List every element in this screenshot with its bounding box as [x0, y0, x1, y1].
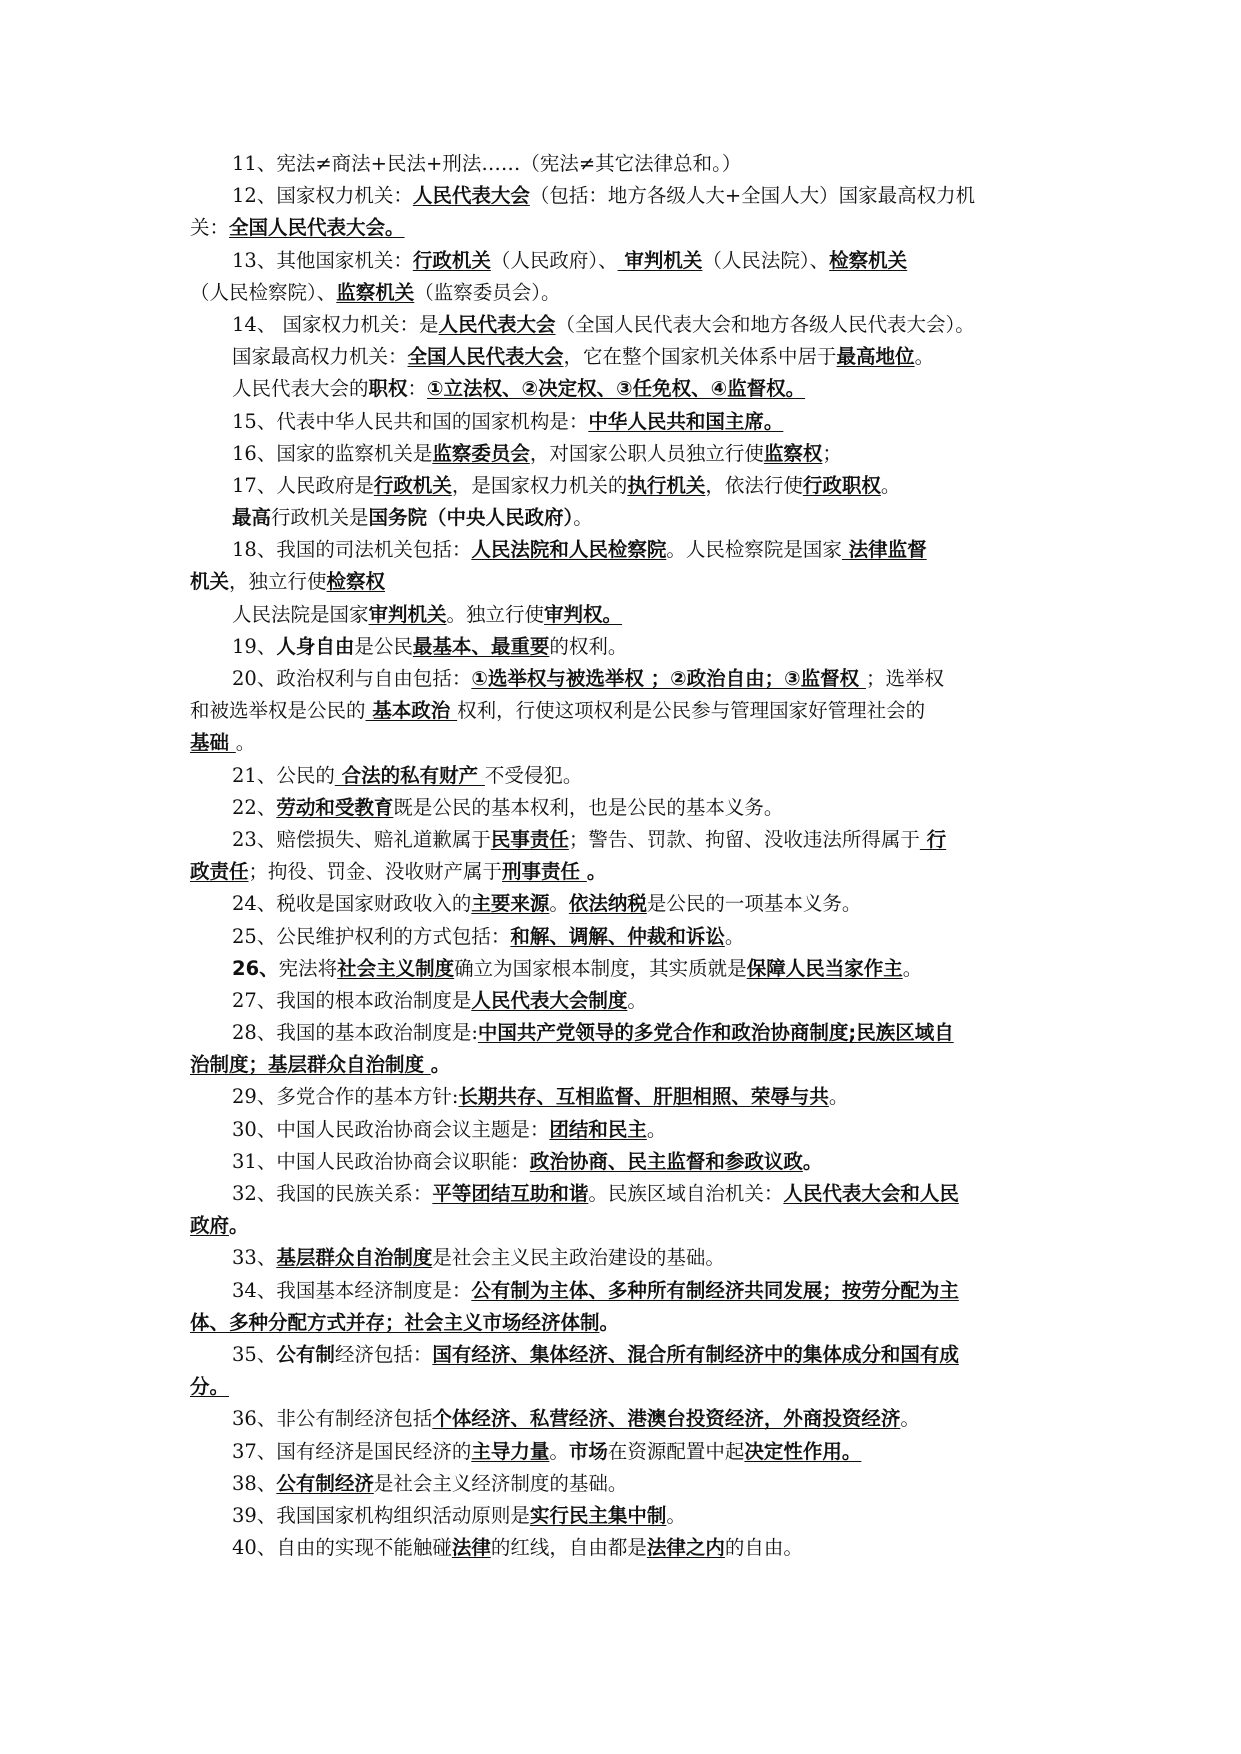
answer-text: 全国人民代表大会。	[229, 216, 405, 240]
plain-text: 11、宪法≠商法+民法+刑法……（宪法≠其它法律总和。）	[232, 152, 742, 175]
answer-text: 监察委员会	[432, 441, 530, 465]
answer-text: 国有经济、集体经济、混合所有制经济中的集体成分和国有成	[432, 1342, 959, 1366]
text-line	[190, 663, 1052, 695]
plain-text: 的自由。	[724, 1536, 803, 1560]
plain-text: 31、中国人民政治协商会议职能：	[232, 1149, 530, 1173]
plain-text: 在资源配置中起	[607, 1439, 745, 1463]
text-line	[190, 180, 1052, 212]
plain-text: 确立为国家根本制度，其实质就是	[454, 956, 747, 980]
plain-text: 22、	[232, 795, 277, 819]
answer-text: 法律监督	[841, 538, 927, 562]
text-line	[190, 985, 1052, 1017]
plain-text: ：	[407, 377, 428, 401]
answer-text: 人民代表大会	[438, 312, 556, 336]
answer-text: 公有制为主体、多种所有制经济共同发展；按劳分配为主	[471, 1278, 959, 1302]
answer-text: 合法的私有财产	[334, 763, 485, 787]
bold-text: 。	[599, 1310, 620, 1334]
text-line	[190, 1371, 1052, 1403]
plain-text: （监察委员会）。	[414, 280, 561, 304]
plain-text: ，它在整个国家机关体系中居于	[563, 345, 837, 369]
text-line	[190, 438, 1052, 470]
plain-text: 。人民检察院是国家	[666, 538, 842, 562]
text-line	[190, 1339, 1052, 1371]
answer-text: 行政机关	[412, 248, 491, 272]
plain-text: 权利，行使这项权利是公民参与管理国家好管理社会的	[457, 699, 926, 723]
text-line	[190, 212, 1052, 244]
answer-text: 法律	[451, 1536, 491, 1560]
bold-text: 。	[802, 1149, 823, 1173]
plain-text: 。	[902, 956, 923, 980]
text-line	[190, 1081, 1052, 1113]
plain-text: 。	[914, 345, 935, 369]
answer-text: 主导力量	[471, 1439, 550, 1463]
answer-text: 长期共存、互相监督、肝胆相照、荣辱与共	[458, 1085, 829, 1109]
plain-text: 是公民的一项基本义务。	[646, 892, 862, 916]
plain-text: 。	[627, 988, 647, 1012]
text-line	[190, 888, 1052, 920]
plain-text: 32、我国的民族关系：	[232, 1182, 433, 1205]
text-line	[190, 406, 1052, 438]
answer-text: 人民代表大会制度	[471, 988, 628, 1012]
answer-text: 最基本、最重要	[412, 634, 550, 658]
text-line	[190, 856, 1052, 888]
plain-text: 16、国家的监察机关是	[232, 441, 433, 465]
plain-text: 30、中国人民政治协商会议主题是：	[232, 1117, 550, 1141]
answer-text: 公有制经济	[276, 1471, 374, 1495]
text-line	[190, 1500, 1052, 1532]
text-line	[190, 921, 1052, 953]
plain-text: 27、我国的根本政治制度是	[232, 988, 472, 1012]
plain-text: 人民法院是国家	[232, 602, 369, 626]
plain-text: 既是公民的基本权利，也是公民的基本义务。	[393, 795, 784, 819]
answer-text: 行政机关	[373, 473, 452, 497]
answer-text: ①选举权与被选举权 ；②政治自由；③监督权	[471, 667, 866, 690]
answer-text: 人民法院和人民检察院	[471, 538, 667, 562]
plain-text: ，独立行使	[229, 570, 327, 594]
answer-text: 中华人民共和国主席。	[588, 409, 784, 433]
text-line	[190, 1532, 1052, 1564]
answer-text: 实行民主集中制	[529, 1503, 667, 1527]
plain-text: 不受侵犯。	[484, 763, 583, 787]
bold-text: 。	[586, 860, 607, 884]
plain-text: 。独立行使	[446, 602, 545, 626]
plain-text: 经济包括：	[334, 1342, 433, 1366]
plain-text: 13、其他国家机关：	[232, 248, 413, 272]
answer-text: 检察机关	[829, 248, 908, 272]
answer-text: 和解、调解、仲裁和诉讼	[510, 924, 725, 948]
plain-text: 14、 国家权力机关：是	[232, 312, 439, 336]
plain-text: 。	[235, 731, 256, 755]
text-line	[190, 1436, 1052, 1468]
text-line	[190, 695, 1052, 727]
bold-text: 。	[430, 1053, 451, 1077]
plain-text: 29、多党合作的基本方针:	[232, 1085, 459, 1109]
text-line	[190, 148, 1052, 180]
plain-text: ；	[822, 441, 842, 465]
bold-text: 人身自由	[276, 634, 355, 658]
answer-text: 依法纳税	[568, 892, 647, 916]
plain-text: ，依法行使	[705, 473, 803, 497]
text-line	[190, 792, 1052, 824]
answer-text: 政责任	[190, 860, 249, 884]
answer-text: 检察权	[326, 570, 386, 594]
text-line	[190, 1017, 1052, 1049]
plain-text: 34、我国基本经济制度是：	[232, 1278, 472, 1302]
answer-text: 治制度；基层群众自治制度	[190, 1053, 431, 1077]
text-line	[190, 341, 1052, 373]
answer-text: 决定性作用。	[744, 1439, 862, 1463]
text-line	[190, 1178, 1052, 1210]
text-line	[190, 309, 1052, 341]
answer-text: 行	[919, 827, 947, 851]
answer-text: 审判权。	[544, 602, 623, 626]
text-line	[190, 953, 1052, 985]
plain-text: 。	[549, 892, 569, 916]
plain-text: ；选举权	[865, 667, 944, 690]
plain-text: 。	[646, 1117, 667, 1141]
plain-text: 关：	[190, 216, 230, 240]
plain-text: 。	[573, 506, 593, 530]
plain-text: 35、	[232, 1342, 277, 1366]
answer-text: 政治协商、民主监督和参政议政	[529, 1149, 803, 1173]
answer-text: 分。	[190, 1375, 230, 1399]
plain-text: 24、税收是国家财政收入的	[232, 892, 472, 916]
bold-text: 机关	[190, 570, 230, 594]
plain-text: 39、我国国家机构组织活动原则是	[232, 1503, 530, 1527]
plain-text: 19、	[232, 634, 277, 658]
text-line	[190, 1242, 1052, 1274]
plain-text: 36、非公有制经济包括	[232, 1407, 433, 1431]
plain-text: 是社会主义民主政治建设的基础。	[432, 1246, 725, 1270]
text-line	[190, 502, 1052, 534]
plain-text: （人民法院）、	[702, 248, 830, 272]
plain-text: 的权利。	[549, 634, 628, 658]
plain-text: 12、国家权力机关：	[232, 184, 413, 208]
answer-text: 团结和民主	[549, 1117, 647, 1141]
plain-text: ，对国家公职人员独立行使	[529, 441, 764, 465]
answer-text: 刑事责任	[502, 860, 587, 884]
plain-text: ，是国家权力机关的	[451, 473, 628, 497]
plain-text: 28、我国的基本政治制度是:	[232, 1021, 478, 1045]
bold-text: 最高	[232, 506, 272, 530]
bold-text: 26、	[232, 956, 279, 980]
text-line	[190, 1114, 1052, 1146]
text-line	[190, 1275, 1052, 1307]
plain-text: 。	[900, 1407, 920, 1431]
plain-text: 行政机关是	[271, 506, 369, 530]
plain-text: 是社会主义经济制度的基础。	[373, 1471, 628, 1495]
text-line	[190, 245, 1052, 277]
plain-text: 和被选举权是公民的	[190, 699, 366, 723]
answer-text: 全国人民代表大会	[407, 345, 564, 369]
answer-text: 审判机关	[617, 248, 703, 272]
answer-text: 人民代表大会	[412, 184, 530, 208]
bold-text: 公有制	[276, 1342, 335, 1366]
plain-text: （人民政府）、	[490, 248, 618, 272]
answer-text: 人民代表大会和人民	[783, 1182, 959, 1205]
plain-text: 。	[828, 1085, 849, 1109]
answer-text: 执行机关	[627, 473, 706, 497]
plain-text: 是公民	[354, 634, 413, 658]
plain-text: 国家最高权力机关：	[232, 345, 408, 369]
text-line	[190, 760, 1052, 792]
bold-text: 市场	[568, 1439, 608, 1463]
plain-text: 38、	[232, 1471, 277, 1495]
text-line	[190, 534, 1052, 566]
text-line	[190, 1403, 1052, 1435]
answer-text: 政府	[190, 1214, 230, 1238]
plain-text: 40、自由的实现不能触碰	[232, 1536, 452, 1560]
text-line	[190, 566, 1052, 598]
answer-text: 平等团结互助和谐	[432, 1182, 589, 1205]
answer-text: 个体经济、私营经济、港澳台投资经济，外商投资经济	[432, 1407, 901, 1431]
answer-text: 监察机关	[336, 280, 415, 304]
answer-text: 法律之内	[646, 1536, 725, 1560]
plain-text: 。	[666, 1503, 686, 1527]
text-line	[190, 1210, 1052, 1242]
plain-text: 25、公民维护权利的方式包括：	[232, 924, 511, 948]
text-line	[190, 470, 1052, 502]
plain-text: 人民代表大会的	[232, 377, 369, 401]
answer-text: 行政职权	[802, 473, 881, 497]
text-line	[190, 277, 1052, 309]
plain-text: 33、	[232, 1246, 277, 1270]
text-line	[190, 727, 1052, 759]
text-line	[190, 599, 1052, 631]
answer-text: ①立法权、②决定权、③任免权、④监督权。	[427, 377, 806, 401]
answer-text: 基层群众自治制度	[276, 1246, 433, 1270]
answer-text: 审判机关	[368, 602, 447, 626]
plain-text: 20、政治权利与自由包括：	[232, 667, 472, 690]
plain-text: 23、赔偿损失、赔礼道歉属于	[232, 827, 491, 851]
plain-text: 17、人民政府是	[232, 473, 374, 497]
plain-text: 。	[880, 473, 901, 497]
plain-text: 15、代表中华人民共和国的国家机构是：	[232, 409, 589, 433]
document-body	[190, 148, 1052, 1564]
plain-text: 37、国有经济是国民经济的	[232, 1439, 472, 1463]
bold-text: 国务院（中央人民政府）	[368, 506, 574, 530]
answer-text: 劳动和受教育	[276, 795, 394, 819]
text-line	[190, 1307, 1052, 1339]
plain-text: 。	[549, 1439, 569, 1463]
text-line	[190, 373, 1052, 405]
text-line	[190, 631, 1052, 663]
answer-text: 社会主义制度	[337, 956, 455, 980]
plain-text: ；警告、罚款、拘留、没收违法所得属于	[568, 827, 920, 851]
answer-text: 基本政治	[365, 699, 458, 723]
answer-text: 监察权	[763, 441, 823, 465]
plain-text: 。	[724, 924, 745, 948]
answer-text: 最高地位	[836, 345, 915, 369]
plain-text: 。民族区域自治机关：	[588, 1182, 784, 1205]
text-line	[190, 824, 1052, 856]
bold-text: 。	[229, 1214, 249, 1238]
answer-text: 体、多种分配方式并存；社会主义市场经济体制	[190, 1310, 600, 1334]
answer-text: 民事责任	[490, 827, 569, 851]
answer-text: 中国共产党领导的多党合作和政治协商制度;民族区域自	[477, 1021, 954, 1045]
plain-text: （全国人民代表大会和地方各级人民代表大会）。	[555, 312, 975, 336]
answer-text: 基础	[190, 731, 236, 755]
plain-text: 21、公民的	[232, 763, 335, 787]
text-line	[190, 1146, 1052, 1178]
plain-text: 18、我国的司法机关包括：	[232, 538, 472, 562]
text-line	[190, 1049, 1052, 1081]
bold-text: 职权	[368, 377, 408, 401]
plain-text: 宪法将	[278, 956, 338, 980]
text-line	[190, 1468, 1052, 1500]
plain-text: 的红线，自由都是	[490, 1536, 647, 1560]
answer-text: 主要来源	[471, 892, 550, 916]
plain-text: （包括：地方各级人大+全国人大）国家最高权力机	[529, 184, 976, 208]
plain-text: （人民检察院）、	[190, 280, 337, 304]
answer-text: 保障人民当家作主	[746, 956, 903, 980]
plain-text: ；拘役、罚金、没收财产属于	[248, 860, 503, 884]
